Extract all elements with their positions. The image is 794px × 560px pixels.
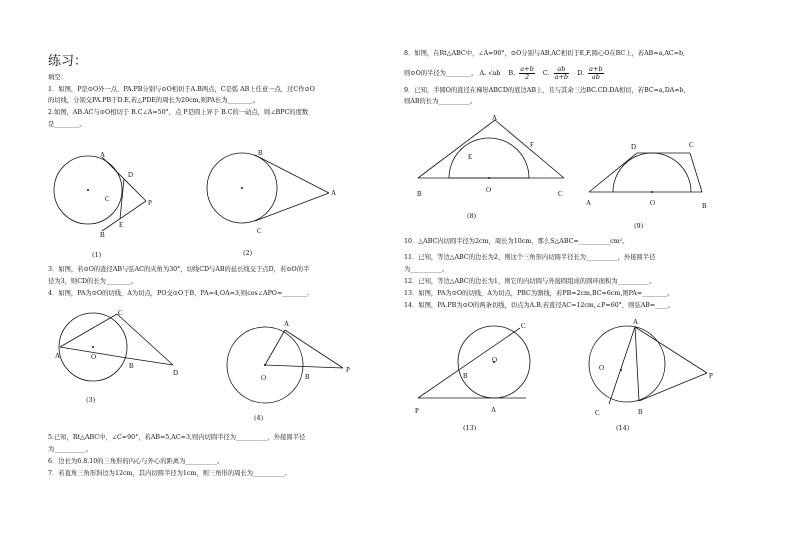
q8-line1: 8．如图，在Rt△ABC中，∠A=90°，⊙O分别与AB,AC相切于E,F,圆心O在BC上，若AB=a,AC=b, <box>404 50 686 57</box>
fig8-label-e: E <box>468 153 473 161</box>
q9-line2: 则AB的长为__________。 <box>404 98 477 105</box>
caption-14: (14) <box>616 424 630 432</box>
q8-opt-d-den: ab <box>591 73 600 81</box>
fig9-label-c: C <box>689 141 694 149</box>
q8-opt-d-frac <box>588 66 603 81</box>
page-title: 练习： <box>48 54 88 69</box>
q8-opt-b-den: 2 <box>524 73 530 81</box>
figure-4 <box>225 318 355 408</box>
q7: 7．若直角三角形斜边为12cm，其内切圆半径为1cm，则三角形的周长为__________。 <box>48 470 291 477</box>
q8-opt-b: B. <box>508 69 516 77</box>
fig4-label-b: B <box>305 373 310 381</box>
q8-opt-c: C. <box>542 69 550 77</box>
q8-opt-b-frac <box>519 66 534 81</box>
fig13-label-b: B <box>463 372 468 380</box>
fig3-label-a: A <box>55 352 61 360</box>
figure-1 <box>50 145 160 245</box>
q8-opt-c-den: a+b <box>554 73 569 81</box>
fig1-label-d: D <box>128 171 134 179</box>
q8-opt-a-val: √ab <box>488 69 501 77</box>
q8-opt-c-num: ab <box>554 66 569 74</box>
figure-13 <box>410 318 560 418</box>
fig8-label-b: B <box>417 190 422 198</box>
fig13-label-a: A <box>491 406 497 414</box>
fig8-label-c: C <box>558 190 563 198</box>
fig8-label-a: A <box>492 114 498 122</box>
q10: 10．△ABC内切圆半径为2cm，周长为10cm，那么S△ABC=__________cm²。 <box>404 238 629 245</box>
q14: 14．如图，PA.PB为⊙O的两条切线，切点为A.B,若直径AC=12cm,∠P=60°，则弦AB=____。 <box>404 302 675 309</box>
q5-line2: 为__________。 <box>48 446 93 453</box>
q8-opt-c-frac <box>554 66 569 81</box>
q4-line1: 4．如图，PA为⊙O的切线，A为切点，PO交⊙O于B，PA=4,OA=3,则cos∠APO=________. <box>48 290 310 297</box>
q9-line1: 9．已知，半圆O的直径在梯形ABCD的底边AB上，且与其余三边BC.CD.DA相切，若BC=a,DA=b, <box>404 87 686 94</box>
q2-line1: 2.如图，AB.AC与⊙O相切于 B.C∠A=50°，点 P是圆上异于 B.C的一动点，则∠BPC的度数 <box>48 109 309 116</box>
q13: 13．如图，PA为⊙O的切线，A为切点，PBC为割线，若PB=2cm,BC=6cm,则PA=________。 <box>404 290 674 297</box>
q11-line2: 为__________。 <box>404 266 449 273</box>
fig3-label-b: B <box>129 362 134 370</box>
caption-1: (1) <box>92 251 102 259</box>
fig1-label-p: P <box>148 199 152 207</box>
section-heading: 填空： <box>48 74 67 81</box>
fig9-label-a: A <box>586 199 592 207</box>
caption-8: (8) <box>467 212 477 220</box>
fig3-label-d: D <box>173 369 179 377</box>
fig9-label-d: D <box>631 143 637 151</box>
figure-2 <box>195 145 345 245</box>
fig13-label-p: P <box>415 407 419 415</box>
q1-line2: 的切线，分别交PA.PB于D.E,若△PDE的周长为20cm,则PA长为________。 <box>48 97 260 104</box>
fig2-label-b: B <box>258 149 263 157</box>
figure-3 <box>55 305 190 390</box>
q6: 6．边长为6.8.10的三角形的内心与外心的距离为__________。 <box>48 458 224 465</box>
fig14-label-p: P <box>709 372 713 380</box>
fig14-label-a: A <box>633 318 639 326</box>
fig1-label-b: B <box>100 231 105 239</box>
caption-13: (13) <box>463 424 477 432</box>
caption-2: (2) <box>243 249 253 257</box>
fig1-label-e: E <box>119 221 124 229</box>
q1-line1: 1．如图，P是⊙O外一点，PA.PB分别与⊙O相切于A.B两点，C是弧 AB上任意一点，过C作⊙O <box>48 86 315 93</box>
q8-opt-a: A. <box>479 69 487 77</box>
fig14-label-b: B <box>638 408 643 416</box>
q12: 12．已知，等边△ABC的边长为1，则它的内切圆与外接圆组成的圆环面积为__________。 <box>404 278 656 285</box>
fig9-label-o: O <box>650 199 656 207</box>
fig13-label-o: O <box>492 356 498 364</box>
fig4-label-a: A <box>284 320 290 328</box>
q8-line2-row <box>404 66 606 81</box>
fig4-label-o: O <box>261 374 267 382</box>
fig2-label-c: C <box>257 227 262 235</box>
fig9-label-b: B <box>702 202 707 210</box>
fig1-label-a: A <box>100 151 106 159</box>
q8-line2: 则⊙O的半径为________。 <box>404 70 478 77</box>
fig1-label-c: C <box>105 195 110 203</box>
q8-opt-d: D. <box>577 69 585 77</box>
q2-line2: 是________。 <box>48 121 86 128</box>
caption-9: (9) <box>634 222 644 230</box>
q8-opt-b-num: a+b <box>520 65 534 73</box>
fig14-label-c: C <box>595 409 600 417</box>
fig8-label-o: O <box>486 186 492 194</box>
figure-8 <box>412 112 577 207</box>
fig14-label-o: O <box>599 364 605 372</box>
fig13-label-c: C <box>521 322 526 330</box>
q11-line1: 11．已知，等边△ABC的边长为2，则这个三角形内切圆半径长为__________，外接圆半径 <box>404 254 656 261</box>
fig3-label-o: O <box>91 353 97 361</box>
figure-14 <box>585 318 720 418</box>
caption-4: (4) <box>254 414 264 422</box>
fig4-label-p: P <box>346 366 350 374</box>
q8-opt-d-num: a+b <box>589 65 603 73</box>
q3-line2: 径为3，则CD的长为________。 <box>48 278 138 285</box>
q3-line1: 3．如图，若⊙O的直径AB与弦AC的夹角为30°，切线CD与AB的延长线交于点D，若⊙O的半 <box>48 266 310 273</box>
caption-3: (3) <box>86 396 96 404</box>
figure-9 <box>582 135 712 215</box>
fig8-label-f: F <box>530 141 534 149</box>
fig3-label-c: C <box>118 309 123 317</box>
q5-line1: 5.已知，Rt△ABC中，∠C=90°，若AB=5,AC=3,则内切圆半径为__________，外接圆半径 <box>48 434 306 441</box>
fig2-label-a: A <box>331 189 337 197</box>
